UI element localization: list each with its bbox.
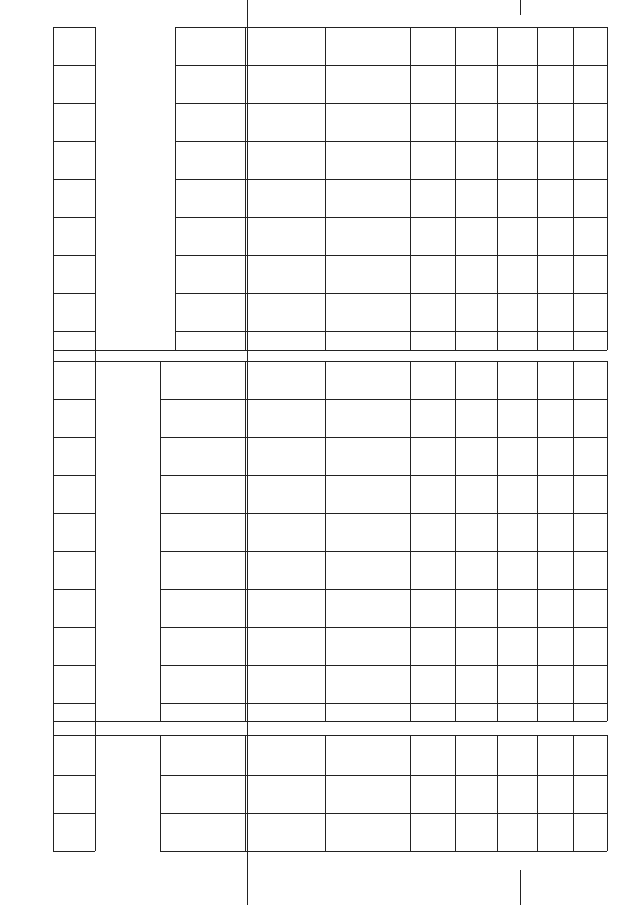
cell-border	[573, 775, 574, 813]
cell-border	[410, 141, 411, 179]
cell-border	[455, 141, 456, 179]
cell-border	[325, 141, 326, 179]
cell-border	[455, 665, 456, 703]
cell-border	[537, 627, 538, 665]
row-rule	[175, 255, 607, 256]
cell-border	[455, 551, 456, 589]
cell-border	[455, 775, 456, 813]
cell-border	[325, 551, 326, 589]
cell-border	[607, 589, 608, 627]
cell-border	[537, 27, 538, 65]
cell-border	[245, 665, 246, 703]
scan-line	[247, 0, 248, 905]
cell-border	[497, 513, 498, 551]
cell-border	[607, 735, 608, 775]
row-rule	[53, 551, 95, 552]
cell-border	[325, 775, 326, 813]
section-rule	[53, 361, 607, 362]
row-rule	[175, 179, 607, 180]
cell-border	[410, 399, 411, 437]
cell-border	[160, 665, 161, 703]
cell-border	[175, 65, 176, 103]
row-rule	[160, 775, 607, 776]
cell-border	[497, 813, 498, 851]
cell-border	[573, 513, 574, 551]
row-rule	[175, 331, 607, 332]
cell-border	[573, 665, 574, 703]
cell-border	[245, 293, 246, 331]
cell-border	[537, 551, 538, 589]
cell-border	[245, 589, 246, 627]
cell-border	[537, 735, 538, 775]
cell-border	[245, 627, 246, 665]
cell-border	[410, 217, 411, 255]
cell-border	[573, 703, 574, 721]
cell-border	[573, 179, 574, 217]
row-rule	[53, 65, 95, 66]
cell-border	[537, 513, 538, 551]
cell-border	[245, 813, 246, 851]
cell-border	[325, 513, 326, 551]
cell-border	[607, 65, 608, 103]
cell-border	[325, 627, 326, 665]
cell-border	[573, 551, 574, 589]
cell-border	[410, 27, 411, 65]
cell-border	[537, 331, 538, 350]
cell-border	[325, 255, 326, 293]
cell-border	[607, 475, 608, 513]
cell-border	[325, 293, 326, 331]
cell-border	[497, 255, 498, 293]
cell-border	[455, 179, 456, 217]
cell-border	[455, 65, 456, 103]
row-rule	[160, 813, 607, 814]
cell-border	[160, 551, 161, 589]
cell-border	[497, 775, 498, 813]
cell-border	[410, 813, 411, 851]
cell-border	[607, 179, 608, 217]
cell-border	[455, 513, 456, 551]
row-rule	[53, 665, 95, 666]
cell-border	[607, 437, 608, 475]
cell-border	[573, 475, 574, 513]
cell-border	[245, 735, 246, 775]
cell-border	[325, 399, 326, 437]
row-rule	[160, 851, 607, 852]
cell-border	[325, 813, 326, 851]
cell-border	[573, 293, 574, 331]
cell-border	[573, 589, 574, 627]
cell-border	[410, 513, 411, 551]
cell-border	[245, 27, 246, 65]
cell-border	[410, 437, 411, 475]
cell-border	[325, 475, 326, 513]
scan-line	[520, 0, 521, 15]
cell-border	[537, 255, 538, 293]
cell-border	[455, 255, 456, 293]
cell-border	[497, 703, 498, 721]
cell-border	[455, 103, 456, 141]
cell-border	[245, 551, 246, 589]
row-rule	[175, 65, 607, 66]
cell-border	[573, 255, 574, 293]
cell-border	[410, 551, 411, 589]
cell-border	[607, 361, 608, 399]
cell-border	[160, 735, 161, 775]
cell-border	[325, 589, 326, 627]
cell-border	[537, 361, 538, 399]
cell-border	[537, 293, 538, 331]
row-rule	[53, 27, 95, 28]
cell-border	[607, 27, 608, 65]
row-rule	[53, 851, 95, 852]
cell-border	[607, 217, 608, 255]
cell-border	[497, 293, 498, 331]
cell-border	[455, 735, 456, 775]
row-rule	[160, 665, 607, 666]
cell-border	[455, 399, 456, 437]
row-rule	[175, 103, 607, 104]
cell-border	[245, 217, 246, 255]
cell-border	[537, 141, 538, 179]
cell-border	[175, 27, 176, 65]
cell-border	[245, 703, 246, 721]
cell-border	[573, 813, 574, 851]
cell-border	[175, 217, 176, 255]
row-rule	[53, 627, 95, 628]
cell-border	[160, 437, 161, 475]
row-rule	[53, 331, 95, 332]
cell-border	[607, 293, 608, 331]
cell-border	[160, 361, 161, 399]
cell-border	[497, 735, 498, 775]
cell-border	[455, 813, 456, 851]
cell-border	[160, 475, 161, 513]
cell-border	[497, 437, 498, 475]
cell-border	[497, 665, 498, 703]
cell-border	[160, 775, 161, 813]
cell-border	[455, 627, 456, 665]
row-rule	[160, 399, 607, 400]
scan-line	[520, 870, 521, 905]
row-rule	[160, 513, 607, 514]
cell-border	[455, 589, 456, 627]
cell-border	[245, 475, 246, 513]
cell-border	[410, 65, 411, 103]
cell-border	[160, 813, 161, 851]
cell-border	[537, 103, 538, 141]
cell-border	[573, 103, 574, 141]
cell-border	[325, 65, 326, 103]
cell-border	[325, 179, 326, 217]
cell-border	[410, 331, 411, 350]
cell-border	[537, 475, 538, 513]
row-rule	[53, 255, 95, 256]
id-column-right-border	[95, 27, 96, 851]
cell-border	[537, 665, 538, 703]
row-rule	[160, 627, 607, 628]
cell-border	[455, 703, 456, 721]
cell-border	[497, 331, 498, 350]
row-rule	[175, 141, 607, 142]
section-rule	[53, 721, 607, 722]
row-rule	[53, 703, 95, 704]
cell-border	[455, 331, 456, 350]
cell-border	[497, 65, 498, 103]
cell-border	[410, 293, 411, 331]
row-rule	[160, 551, 607, 552]
cell-border	[607, 627, 608, 665]
row-rule	[160, 475, 607, 476]
cell-border	[325, 27, 326, 65]
cell-border	[537, 813, 538, 851]
cell-border	[410, 627, 411, 665]
cell-border	[175, 293, 176, 331]
cell-border	[537, 703, 538, 721]
cell-border	[573, 361, 574, 399]
cell-border	[573, 735, 574, 775]
cell-border	[245, 179, 246, 217]
cell-border	[245, 437, 246, 475]
cell-border	[607, 331, 608, 350]
cell-border	[537, 775, 538, 813]
cell-border	[325, 437, 326, 475]
cell-border	[245, 331, 246, 350]
cell-border	[497, 627, 498, 665]
cell-border	[537, 217, 538, 255]
cell-border	[160, 627, 161, 665]
cell-border	[607, 255, 608, 293]
row-rule	[160, 703, 607, 704]
cell-border	[410, 589, 411, 627]
cell-border	[607, 775, 608, 813]
cell-border	[537, 65, 538, 103]
row-rule	[53, 475, 95, 476]
cell-border	[455, 475, 456, 513]
row-rule	[175, 217, 607, 218]
cell-border	[175, 141, 176, 179]
cell-border	[537, 399, 538, 437]
cell-border	[410, 475, 411, 513]
cell-border	[160, 589, 161, 627]
cell-border	[607, 665, 608, 703]
cell-border	[410, 703, 411, 721]
cell-border	[325, 703, 326, 721]
cell-border	[573, 437, 574, 475]
row-rule	[175, 27, 607, 28]
cell-border	[245, 65, 246, 103]
row-rule	[160, 437, 607, 438]
cell-border	[245, 361, 246, 399]
cell-border	[455, 27, 456, 65]
cell-border	[160, 703, 161, 721]
cell-border	[497, 179, 498, 217]
cell-border	[607, 551, 608, 589]
cell-border	[497, 551, 498, 589]
row-rule	[53, 775, 95, 776]
cell-border	[245, 255, 246, 293]
cell-border	[497, 361, 498, 399]
cell-border	[325, 103, 326, 141]
row-rule	[53, 589, 95, 590]
cell-border	[607, 813, 608, 851]
cell-border	[607, 399, 608, 437]
cell-border	[497, 103, 498, 141]
cell-border	[245, 103, 246, 141]
row-rule	[53, 217, 95, 218]
cell-border	[537, 589, 538, 627]
row-rule	[53, 141, 95, 142]
cell-border	[497, 27, 498, 65]
cell-border	[175, 179, 176, 217]
cell-border	[455, 437, 456, 475]
row-rule	[53, 513, 95, 514]
cell-border	[537, 437, 538, 475]
cell-border	[573, 627, 574, 665]
cell-border	[245, 513, 246, 551]
cell-border	[573, 217, 574, 255]
cell-border	[245, 399, 246, 437]
cell-border	[410, 665, 411, 703]
cell-border	[537, 179, 538, 217]
cell-border	[607, 513, 608, 551]
cell-border	[325, 665, 326, 703]
cell-border	[245, 775, 246, 813]
cell-border	[607, 703, 608, 721]
cell-border	[175, 331, 176, 350]
cell-border	[325, 217, 326, 255]
cell-border	[455, 293, 456, 331]
cell-border	[573, 65, 574, 103]
cell-border	[325, 735, 326, 775]
cell-border	[573, 141, 574, 179]
cell-border	[160, 513, 161, 551]
cell-border	[410, 735, 411, 775]
id-column-left-border	[53, 27, 54, 851]
row-rule	[53, 293, 95, 294]
cell-border	[410, 103, 411, 141]
cell-border	[325, 361, 326, 399]
cell-border	[455, 217, 456, 255]
cell-border	[573, 331, 574, 350]
cell-border	[573, 27, 574, 65]
row-rule	[53, 437, 95, 438]
cell-border	[175, 255, 176, 293]
row-rule	[160, 589, 607, 590]
cell-border	[497, 589, 498, 627]
row-rule	[53, 399, 95, 400]
row-rule	[53, 813, 95, 814]
row-rule	[53, 179, 95, 180]
cell-border	[325, 331, 326, 350]
section-rule	[53, 735, 607, 736]
cell-border	[497, 217, 498, 255]
cell-border	[607, 141, 608, 179]
cell-border	[573, 399, 574, 437]
cell-border	[455, 361, 456, 399]
cell-border	[410, 361, 411, 399]
cell-border	[410, 179, 411, 217]
cell-border	[497, 399, 498, 437]
cell-border	[607, 103, 608, 141]
cell-border	[160, 399, 161, 437]
cell-border	[497, 475, 498, 513]
cell-border	[410, 255, 411, 293]
cell-border	[245, 141, 246, 179]
cell-border	[410, 775, 411, 813]
row-rule	[53, 103, 95, 104]
cell-border	[497, 141, 498, 179]
cell-border	[175, 103, 176, 141]
section-rule	[53, 350, 607, 351]
row-rule	[175, 293, 607, 294]
